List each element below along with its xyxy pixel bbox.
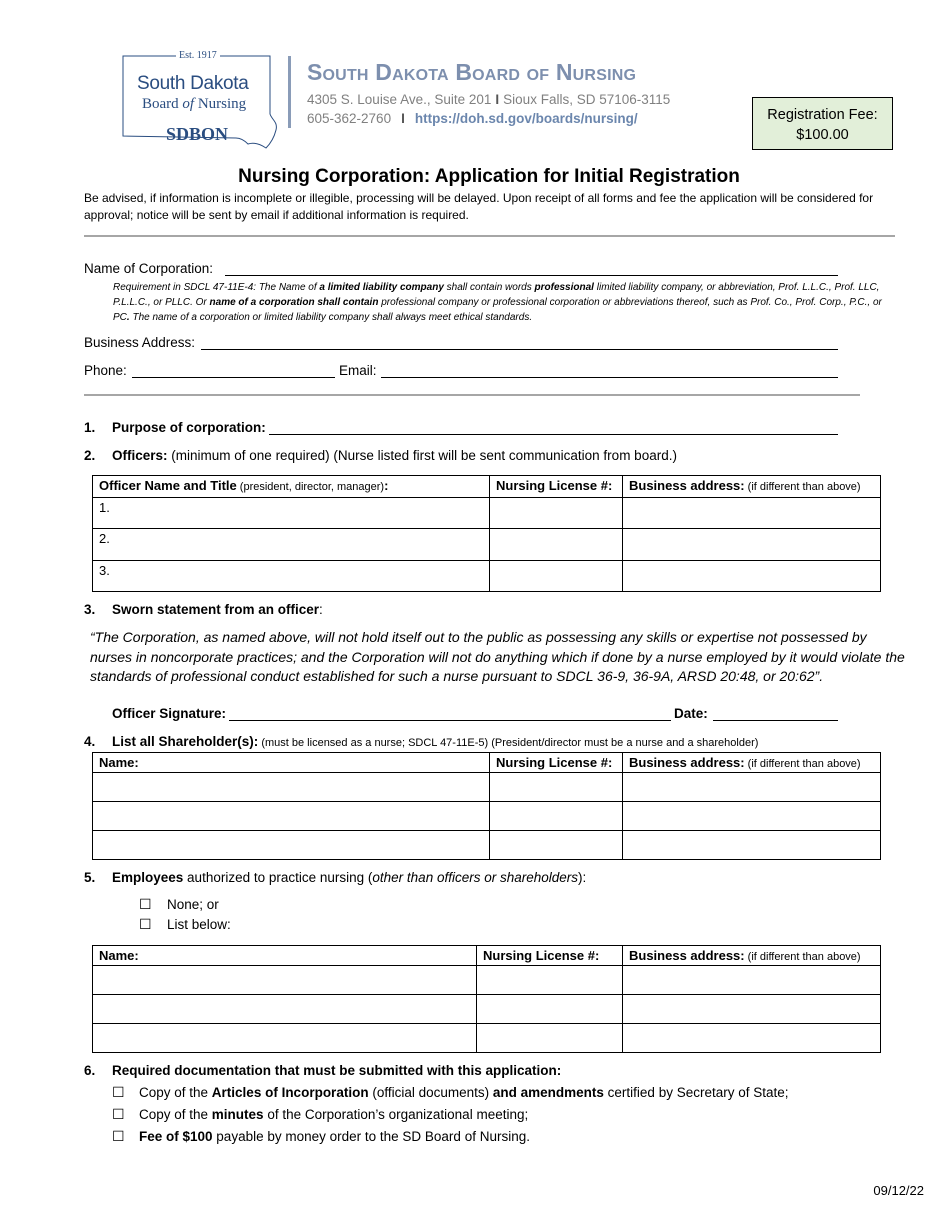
employees-table — [92, 945, 881, 1053]
articles-checkbox[interactable]: ☐ — [112, 1084, 125, 1100]
email-field[interactable] — [381, 377, 838, 378]
shareholder-2-address-cell[interactable] — [623, 802, 881, 831]
email-label: Email: — [339, 363, 377, 378]
board-website-link[interactable]: https://doh.sd.gov/boards/nursing/ — [414, 111, 638, 126]
employee-1-address-cell[interactable] — [623, 966, 881, 995]
none-checkbox[interactable]: ☐ — [139, 896, 152, 912]
officers-col-license: Nursing License #: — [490, 476, 623, 498]
list-below-option-label: List below: — [167, 917, 231, 932]
purpose-label: Purpose of corporation: — [112, 420, 266, 435]
shareholder-3-license-cell[interactable] — [490, 831, 623, 860]
fee-checkbox[interactable]: ☐ — [112, 1128, 125, 1144]
date-field[interactable] — [713, 720, 838, 721]
section-1-number: 1. — [84, 420, 96, 435]
logo-est: Est. 1917 — [176, 50, 220, 61]
logo-state: South Dakota — [137, 73, 249, 94]
shareholders-col-address: Business address: (if different than above) — [623, 753, 881, 773]
employee-2-name-cell[interactable] — [93, 995, 477, 1024]
org-name: South Dakota Board of Nursing — [307, 59, 637, 85]
signature-field[interactable] — [229, 720, 671, 721]
sworn-statement-heading: Sworn statement from an officer: — [112, 602, 323, 617]
logo-acronym: SDBON — [166, 124, 229, 144]
corp-name-label: Name of Corporation: — [84, 261, 214, 276]
employees-col-license: Nursing License #: — [477, 946, 623, 966]
shareholder-1-address-cell[interactable] — [623, 773, 881, 802]
officer-1-license-cell[interactable] — [490, 498, 623, 529]
logo-board: Board of Nursing — [142, 96, 247, 112]
shareholder-2-license-cell[interactable] — [490, 802, 623, 831]
none-option-label: None; or — [167, 897, 219, 912]
naming-requirement-note: Requirement in SDCL 47-11E-4: The Name of a limited liability company shall contain words professional limited liability company, or abbreviation, Prof. L.L.C., Prof. LLC, P.L.L.C., or PLLC. Or name of a corporation shall contain professional company or professional corporation or abbreviations thereof, such as Prof. Co., Prof. Corp., P.C., or PC. The name of a corporation or limited liability company shall always meet ethical standards. — [113, 282, 882, 323]
shareholders-heading: List all Shareholder(s): (must be licensed as a nurse; SDCL 47-11E-5) (President/director must be a nurse and a shareholder) — [112, 734, 759, 749]
signature-label: Officer Signature: — [112, 706, 227, 721]
officer-3-name-cell[interactable]: 3. — [93, 561, 490, 592]
section-5-number: 5. — [84, 870, 96, 885]
employee-3-address-cell[interactable] — [623, 1024, 881, 1053]
section-2-number: 2. — [84, 448, 96, 463]
section-4-number: 4. — [84, 734, 96, 749]
section-3-number: 3. — [84, 602, 96, 617]
employees-heading: Employees authorized to practice nursing (other than officers or shareholders): — [112, 870, 587, 885]
officer-2-address-cell[interactable] — [623, 529, 881, 561]
date-label: Date: — [674, 706, 708, 721]
employees-col-address: Business address: (if different than above) — [623, 946, 881, 966]
registration-fee-box: Registration Fee: $100.00 — [752, 97, 893, 150]
shareholders-col-name: Name: — [93, 753, 490, 773]
list-below-checkbox[interactable]: ☐ — [139, 916, 152, 932]
shareholder-1-license-cell[interactable] — [490, 773, 623, 802]
shareholder-2-name-cell[interactable] — [93, 802, 490, 831]
corp-name-field[interactable] — [225, 275, 838, 276]
officers-col-name: Officer Name and Title (president, director, manager): — [93, 476, 490, 498]
employee-3-license-cell[interactable] — [477, 1024, 623, 1053]
officers-table — [92, 475, 881, 592]
required-docs-heading: Required documentation that must be submitted with this application: — [112, 1063, 562, 1078]
purpose-field[interactable] — [269, 434, 838, 435]
employee-1-license-cell[interactable] — [477, 966, 623, 995]
employee-3-name-cell[interactable] — [93, 1024, 477, 1053]
shareholders-col-license: Nursing License #: — [490, 753, 623, 773]
officer-2-license-cell[interactable] — [490, 529, 623, 561]
shareholder-1-name-cell[interactable] — [93, 773, 490, 802]
divider-mid — [84, 394, 860, 396]
section-6-number: 6. — [84, 1063, 96, 1078]
officers-heading: Officers: (minimum of one required) (Nurse listed first will be sent communication from board.) — [112, 448, 677, 463]
officer-3-address-cell[interactable] — [623, 561, 881, 592]
shareholder-3-name-cell[interactable] — [93, 831, 490, 860]
revision-date: 09/12/22 — [873, 1183, 924, 1198]
officers-col-address: Business address: (if different than above) — [623, 476, 881, 498]
officer-2-name-cell[interactable]: 2. — [93, 529, 490, 561]
employees-col-name: Name: — [93, 946, 477, 966]
business-address-label: Business Address: — [84, 335, 196, 350]
officer-1-address-cell[interactable] — [623, 498, 881, 529]
minutes-item: Copy of the minutes of the Corporation’s organizational meeting; — [139, 1107, 529, 1122]
form-title: Nursing Corporation: Application for Initial Registration — [238, 166, 740, 187]
shareholders-table — [92, 752, 881, 860]
sworn-statement-text: “The Corporation, as named above, will not hold itself out to the public as possessing any skills or expertise not possessed by nurses in noncorporate practices; and the Corporation will not do anything which if done by a nurse employed by it would violate the standards of professional conduct established for such a nurse pursuant to SDCL 36-9, 36-9A, ARSD 20:48, or 20:62”. — [90, 629, 905, 684]
phone-field[interactable] — [132, 377, 335, 378]
officer-3-license-cell[interactable] — [490, 561, 623, 592]
header-divider — [288, 56, 291, 128]
fee-item: Fee of $100 payable by money order to the SD Board of Nursing. — [139, 1129, 530, 1144]
articles-item: Copy of the Articles of Incorporation (official documents) and amendments certified by Secretary of State; — [139, 1085, 789, 1100]
org-address: 4305 S. Louise Ave., Suite 201 I Sioux Falls, SD 57106-3115 — [307, 92, 671, 107]
employee-1-name-cell[interactable] — [93, 966, 477, 995]
intro-notice: Be advised, if information is incomplete or illegible, processing will be delayed. Upon receipt of all forms and fee the application will be considered for approval; notice will be sent by email if additional information is required. — [84, 191, 874, 222]
minutes-checkbox[interactable]: ☐ — [112, 1106, 125, 1122]
org-contact: 605-362-2760 I https://doh.sd.gov/boards/nursing/ — [307, 111, 638, 126]
divider-top — [84, 235, 895, 237]
phone-label: Phone: — [84, 363, 127, 378]
employee-2-address-cell[interactable] — [623, 995, 881, 1024]
employee-2-license-cell[interactable] — [477, 995, 623, 1024]
shareholder-3-address-cell[interactable] — [623, 831, 881, 860]
officer-1-name-cell[interactable]: 1. — [93, 498, 490, 529]
business-address-field[interactable] — [201, 349, 838, 350]
